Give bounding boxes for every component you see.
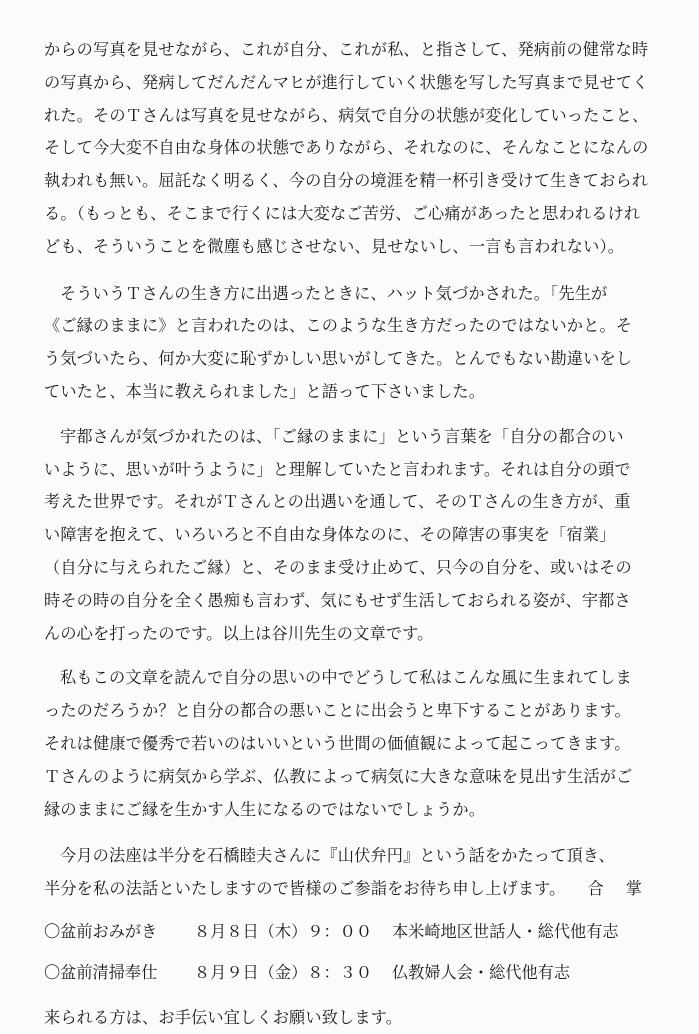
text-line: れた。そのＴさんは写真を見せながら、病気で自分の状態が変化していったこと、 — [44, 105, 649, 125]
text-line: 縁のままにご縁を生かす人生になるのではないでしょうか。 — [44, 799, 486, 819]
text-line: ったのだろうか？と自分の都合の悪いことに出会うと卑下することがあります。 — [44, 701, 631, 721]
text-line: それは健康で優秀で若いのはいいという世間の価値観によって起こってきます。 — [44, 733, 631, 753]
paragraph-1 — [44, 34, 669, 264]
text-line: 時その時の自分を全く愚痴も言わず、気にもせず生活しておられる姿が、宇都さ — [44, 590, 631, 610]
text-line: ていたと、本当に教えられました」と語って下さいました。 — [44, 381, 486, 401]
event-date: ８月９日（金）８：３０ — [194, 962, 373, 982]
event-participants: 仏教婦人会・総代他有志 — [392, 962, 571, 982]
event-name: 〇盆前おみがき — [44, 921, 158, 941]
text-line: 来られる方は、お手伝い宜しくお願い致します。 — [44, 1007, 403, 1027]
paragraph-2 — [44, 278, 669, 409]
paragraph-4 — [44, 662, 669, 826]
text-line: そして今大変不自由な身体の状態でありながら、それなのに、そんなことになんの — [44, 138, 649, 158]
text-line: 今月の法座は半分を石橋睦夫さんに『山伏弁円』という話をかたって頂き、 — [60, 846, 615, 866]
text-line: ども、そういうことを微塵も感じさせない、見せないし、一言も言われない）。 — [44, 236, 625, 256]
text-line: る。（もっとも、そこまで行くには大変なご苦労、ご心痛があったと思われるけれ — [44, 203, 641, 223]
paragraph-3 — [44, 421, 669, 651]
text-line: 考えた世界です。それがＴさんとの出遇いを通して、そのＴさんの生き方が、重 — [44, 492, 631, 512]
text-line — [44, 873, 669, 906]
event-row — [44, 916, 669, 949]
text-line: い障害を抱えて、いろいろと不自由な身体なのに、その障害の事実を「宿業」 — [44, 525, 616, 545]
gassho-signature: 合掌 — [587, 879, 664, 899]
text-line: う気づいたら、何か大変に恥ずかしい思いがしてきた。とんでもない勘違いをし — [44, 349, 633, 369]
text-line: そういうＴさんの生き方に出遇ったときに、ハット気づかされた。「先生が — [60, 283, 608, 303]
text-line: からの写真を見せながら、これが自分、これが私、と指さして、発病前の健常な時 — [44, 40, 649, 59]
event-date: ８月８日（木）９：００ — [194, 921, 373, 941]
text-line: Ｔさんのように病気から学ぶ、仏教によって病気に大きな意味を見出す生活がご — [44, 766, 633, 786]
event-name: 〇盆前清掃奉仕 — [44, 962, 158, 982]
text-line: 宇都さんが気づかれたのは、「ご縁のままに」という言葉を「自分の都合のい — [60, 426, 624, 446]
text-line: 私もこの文章を読んで自分の思いの中でどうして私はこんな風に生まれてしま — [60, 668, 632, 688]
text-line: の写真から、発病してだんだんマヒが進行していく状態を写した写真まで見せてく — [44, 72, 649, 92]
event-participants: 本米崎地区世話人・総代他有志 — [392, 921, 619, 941]
text-line: 《ご縁のままに》と言われたのは、このような生き方だったのではないかと。そ — [44, 316, 633, 336]
closing-note — [44, 1002, 669, 1034]
text-line: （自分に与えられたご縁）と、そのまま受け止めて、只今の自分を、或いはその — [44, 557, 632, 577]
text-line-content: 半分を私の法話といたしますので皆様のご参詣をお待ち申し上げます。 — [44, 879, 566, 899]
text-line: 執われも無い。屈託なく明るく、今の自分の境涯を精一杯引き受けて生きておられ — [44, 171, 649, 191]
event-row — [44, 957, 669, 990]
text-line: んの心を打ったのです。以上は谷川先生の文章です。 — [44, 623, 434, 643]
paragraph-5 — [44, 840, 669, 906]
text-line: いように、思いが叶うように」と理解していたと言われます。それは自分の頭で — [44, 459, 631, 479]
